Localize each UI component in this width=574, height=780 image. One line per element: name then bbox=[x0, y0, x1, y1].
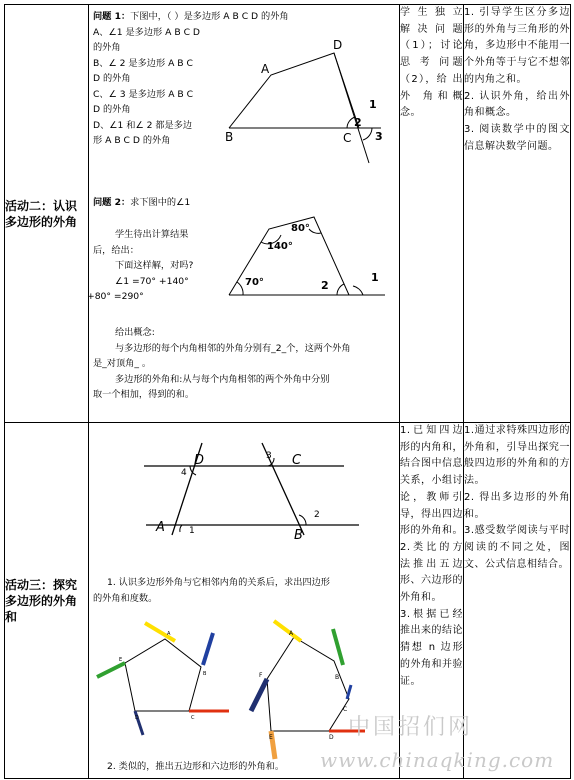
concept-line-5: 取一个相加，得到的和。 bbox=[93, 389, 195, 400]
q2-prompt: 求下图中的∠1 bbox=[130, 197, 191, 208]
fig1-angle-2: 2 bbox=[354, 116, 362, 129]
watermark-cn: 中国招们网 bbox=[348, 715, 474, 740]
q2-body bbox=[87, 227, 229, 305]
figure-hexagon bbox=[249, 619, 399, 749]
fig1-angle-1: 1 bbox=[369, 98, 377, 111]
fig1-label-d: D bbox=[333, 38, 343, 52]
hex-label-d: D bbox=[329, 734, 334, 741]
q1-option-d-line2: 形 A B C D 的外角 bbox=[93, 135, 171, 146]
row-activity-2 bbox=[5, 5, 571, 423]
task-2: 2. 类似的，推出五边形和六边形的外角和。 bbox=[107, 761, 285, 772]
q1-title: 问题 1： bbox=[93, 11, 131, 22]
q1-option-c-line1: C、∠ 3 是多边形 A B C bbox=[93, 88, 194, 100]
activity-3-content bbox=[89, 423, 400, 779]
fig3-label-b: B bbox=[294, 528, 303, 543]
q1-option-b-line1: B、∠ 2 是多边形 A B C bbox=[93, 57, 193, 69]
figure-pentagon bbox=[95, 619, 245, 739]
fig1-angle-3: 3 bbox=[375, 130, 383, 143]
q1-option-c-line2: D 的外角 bbox=[93, 104, 131, 115]
hex-label-b: B bbox=[335, 674, 340, 681]
fig3-angle-2: 2 bbox=[314, 510, 320, 520]
fig3-angle-4: 4 bbox=[181, 468, 187, 478]
concept-line-2: 与多边形的每个内角相邻的外角分别有_2_个，这两个外角 bbox=[115, 342, 351, 354]
fig1-label-a: A bbox=[261, 62, 270, 76]
hex-label-c: C bbox=[343, 706, 348, 713]
activity-3-label: 活动三：探究多边形的外角和 bbox=[5, 423, 89, 779]
hex-label-f: F bbox=[259, 672, 263, 679]
q2-line-5: +80° =290° bbox=[87, 291, 144, 302]
pent-label-e: E bbox=[119, 657, 123, 663]
q1-option-a-line2: 的外角 bbox=[93, 42, 121, 53]
concept-line-4: 多边形的外角和:从与每个内角相邻的两个外角中分别 bbox=[115, 373, 330, 385]
activity-2-content bbox=[89, 5, 400, 423]
hex-label-e: E bbox=[269, 734, 273, 741]
q2-line-4: ∠1 =70° +140° bbox=[115, 275, 189, 287]
row-activity-3 bbox=[5, 423, 571, 779]
q1-prompt: 下图中，（ ）是多边形 A B C D 的外角 bbox=[130, 11, 289, 22]
q1-option-b-line2: D 的外角 bbox=[93, 73, 131, 84]
hex-label-a: A bbox=[289, 630, 294, 637]
fig2-angle-70: 70° bbox=[245, 277, 264, 288]
fig3-label-d: D bbox=[194, 453, 205, 468]
pent-label-a: A bbox=[167, 631, 171, 637]
activity-2-student: 学 生 独 立解 决 问 题（1）；讨论 思 考 问题（2），给 出 外 角和概念。 bbox=[400, 5, 464, 423]
fig3-label-a: A bbox=[156, 520, 165, 535]
concept-line-3: 是_对顶角_ 。 bbox=[93, 358, 152, 369]
fig2-angle-1: 1 bbox=[371, 271, 379, 284]
concept-line-1: 给出概念: bbox=[115, 327, 155, 338]
q2-title: 问题 2： bbox=[93, 197, 131, 208]
figure-quadrilateral-2 bbox=[229, 211, 389, 301]
pent-label-d: D bbox=[135, 715, 139, 721]
fig1-label-b: B bbox=[225, 130, 234, 144]
task-1 bbox=[93, 575, 396, 606]
task-1-line-1: 1. 认识多边形外角与它相邻内角的关系后，求出四边形 bbox=[107, 577, 330, 588]
figure-trapezoid bbox=[144, 433, 384, 543]
activity-3-student: 1.已知四边形的内角和，结合图中信息关系，小组讨论，教师引导，得出四边形的外角和。 2.类比的方法推出五边形、六边形的外角和。 3.根据已经推出来的结论猜想 n 边形的外角和并验证。 bbox=[400, 423, 464, 779]
activity-2-label: 活动二：认识多边形的外角 bbox=[5, 5, 89, 423]
q2-line-3: 下面这样解，对吗? bbox=[115, 260, 194, 271]
lesson-table bbox=[4, 4, 571, 779]
watermark-url: www.chinaqking.com bbox=[320, 748, 555, 772]
pent-label-c: C bbox=[191, 715, 195, 721]
concept-block bbox=[93, 325, 396, 403]
fig3-angle-1: 1 bbox=[189, 526, 195, 536]
q2-line-2: 后，给出： bbox=[93, 244, 139, 256]
task-1-line-2: 的外角和度数。 bbox=[93, 592, 158, 604]
fig3-angle-3: 3 bbox=[266, 451, 272, 461]
fig2-angle-2: 2 bbox=[321, 279, 329, 292]
fig1-label-c: C bbox=[343, 131, 352, 145]
fig2-angle-140: 140° bbox=[267, 241, 293, 252]
pent-label-b: B bbox=[203, 671, 207, 677]
q1-option-d-line1: D、∠1 和∠ 2 都是多边 bbox=[93, 119, 193, 131]
fig2-angle-80: 80° bbox=[291, 223, 310, 234]
q2-line-1: 学生待出计算结果 bbox=[115, 229, 189, 240]
q1-option-a-line1: A、∠1 是多边形 A B C D bbox=[93, 26, 200, 38]
fig3-label-c: C bbox=[292, 453, 302, 468]
figure-quadrilateral-1 bbox=[225, 33, 389, 183]
q2-title-line bbox=[93, 195, 293, 211]
activity-2-intent: 1. 引导学生区分多边形的外角与三角形的外角，多边形中不能用一个外角等于与它不想邻的内角之和。 2. 认识外角，给出外角和概念。 3. 阅读数学中的图文信息解决数学问题。 bbox=[464, 5, 571, 423]
activity-3-intent: 1.通过求特殊四边形的外角和，引导出探究一般四边形的外角和的方法。 2. 得出多边形的外角和。 3.感受数学阅读与平时阅读的不同之处，图文、公式信息相结合。 bbox=[464, 423, 571, 779]
